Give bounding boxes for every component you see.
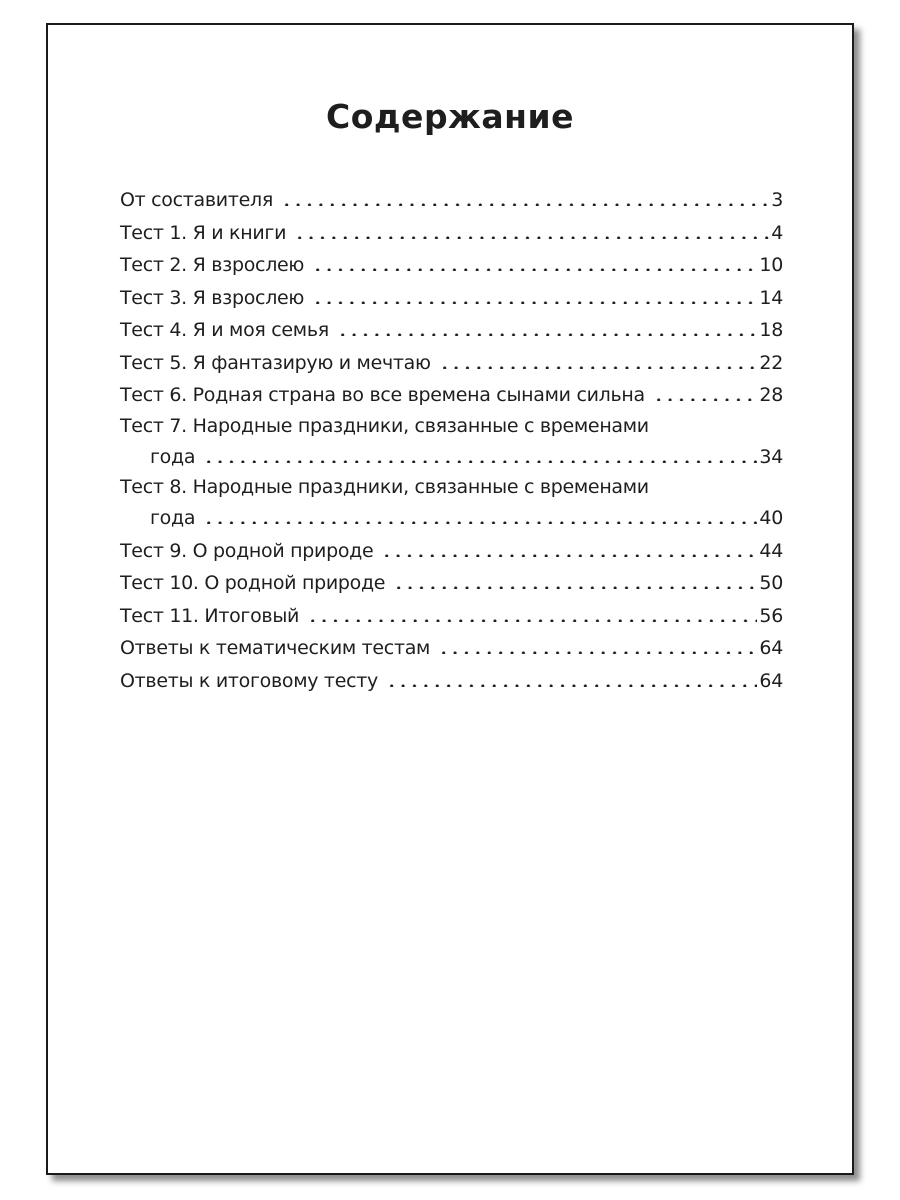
toc-page-number: 28 xyxy=(759,384,783,406)
toc-entry xyxy=(120,474,783,536)
dot-leader xyxy=(337,317,758,336)
dot-leader xyxy=(312,252,757,271)
toc-page-number: 64 xyxy=(759,637,783,659)
toc-entry-title: Тест 10. О родной природе xyxy=(120,572,386,594)
page-title: Содержание xyxy=(326,97,574,136)
toc-entry xyxy=(120,185,783,218)
toc-entry xyxy=(120,536,783,569)
toc-page-number: 10 xyxy=(759,254,783,276)
dot-leader xyxy=(381,538,757,557)
toc-page-number: 34 xyxy=(759,445,783,468)
toc-page-number: 14 xyxy=(759,286,783,309)
toc-entry-title: Тест 4. Я и моя семья xyxy=(120,319,329,341)
toc-entry-title: Тест 8. Народные праздники, связанные с временами xyxy=(120,476,649,498)
toc-entry-title: Тест 6. Родная страна во все времена сынами сильна xyxy=(120,384,645,406)
dot-leader xyxy=(386,668,757,687)
table-of-contents xyxy=(120,185,783,698)
toc-entry-title: Тест 1. Я и книги xyxy=(120,221,287,244)
dot-leader xyxy=(653,382,758,401)
toc-entry-title-continuation: года xyxy=(150,445,196,468)
dot-leader xyxy=(294,220,769,239)
toc-page-number: 56 xyxy=(759,604,783,627)
dot-leader xyxy=(281,187,769,206)
toc-entry xyxy=(120,380,783,413)
toc-entry-title: Ответы к тематическим тестам xyxy=(120,637,431,659)
toc-entry xyxy=(120,601,783,634)
toc-page-number: 22 xyxy=(759,351,783,374)
toc-entry xyxy=(120,250,783,283)
toc-page-number: 64 xyxy=(759,669,783,692)
book-page xyxy=(46,23,854,1175)
toc-entry-title: От составителя xyxy=(120,189,273,211)
toc-entry xyxy=(120,413,783,475)
toc-entry xyxy=(120,348,783,381)
dot-leader xyxy=(439,350,758,369)
toc-page-number: 50 xyxy=(759,572,783,594)
toc-entry-title: Тест 3. Я взрослею xyxy=(120,286,305,309)
dot-leader xyxy=(203,505,757,524)
dot-leader xyxy=(307,603,757,622)
dot-leader xyxy=(393,570,757,589)
toc-page-number: 3 xyxy=(771,189,783,211)
toc-entry xyxy=(120,568,783,601)
dot-leader xyxy=(203,444,757,463)
toc-page-number: 4 xyxy=(771,221,783,244)
toc-entry-title: Тест 9. О родной природе xyxy=(120,539,374,562)
dot-leader xyxy=(312,285,757,304)
toc-entry xyxy=(120,666,783,699)
toc-entry xyxy=(120,218,783,251)
toc-entry-title-continuation: года xyxy=(150,507,196,529)
toc-page-number: 44 xyxy=(759,539,783,562)
toc-entry-title: Тест 2. Я взрослею xyxy=(120,254,305,276)
dot-leader xyxy=(438,635,757,654)
toc-entry xyxy=(120,283,783,316)
toc-entry-title: Тест 11. Итоговый xyxy=(120,604,300,627)
toc-entry xyxy=(120,633,783,666)
toc-entry xyxy=(120,315,783,348)
toc-page-number: 18 xyxy=(759,319,783,341)
toc-entry-title: Ответы к итоговому тесту xyxy=(120,669,378,692)
toc-entry-title: Тест 5. Я фантазирую и мечтаю xyxy=(120,351,431,374)
toc-entry-title: Тест 7. Народные праздники, связанные с временами xyxy=(120,414,649,437)
toc-page-number: 40 xyxy=(759,507,783,529)
